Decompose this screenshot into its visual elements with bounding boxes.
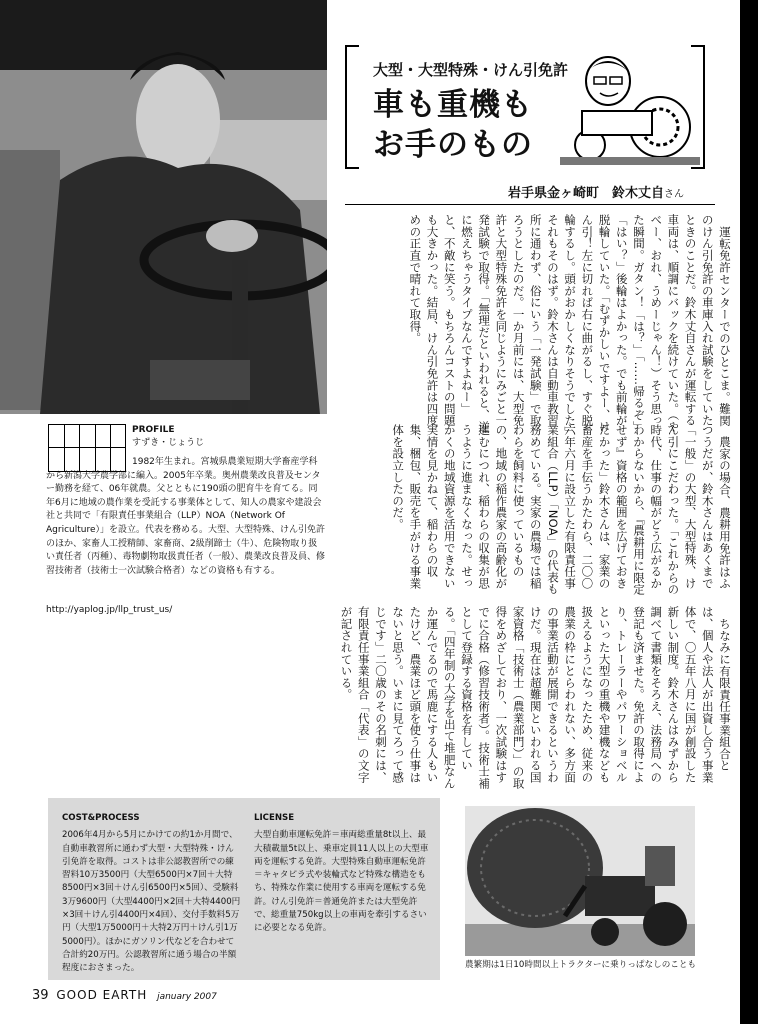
profile-label: PROFILE (132, 425, 175, 435)
byline-divider (345, 204, 715, 205)
cost-process-title: COST&PROCESS (62, 813, 140, 823)
headline-line-2: お手のもの (373, 127, 533, 163)
headline-line-1: 車も重機も (373, 87, 533, 123)
page-number: 39 (32, 988, 49, 1003)
license-title: LICENSE (254, 813, 295, 823)
byline (508, 182, 684, 201)
body-column-1 (333, 214, 733, 436)
body-text-3: ちなみに有限責任事業組合とは、個人や法人が出資し合う事業体で、〇五年八月に国が創設した新しい制度。鈴木さんはみずから調べて書類をそろえ、法務局への登記も済ませた。免許の取得により、トレーラーやパワーショベルといった大型の重機や建機なども扱えるようになったため、従来の農業の枠にとらわれない、多方面の事業活動が展開できるというわけだ。現在は超難関といわれる国家資格「技術士（農業部門）」の取得をめざしており、一次試験はすでに合格（修習技術者）。技術士補として登録する資格を有している。「四年制の大学を出て堆肥なんか運んでるので馬鹿にする人もいたけど、農業ほど頭を使う仕事はないと思う。いまに見てろって感じです」二〇歳のその名刺には、有限責任事業組合「代表」の文字が記されている。 (339, 606, 732, 790)
magazine-name: GOOD EARTH (56, 988, 148, 1002)
issue-date: january 2007 (157, 992, 217, 1002)
title-block (345, 45, 705, 165)
cartoon-tractor-illustration (560, 53, 700, 165)
photo-caption: 農繁期は1日10時間以上トラクターに乗りっぱなしのことも (465, 960, 697, 970)
body-text-2: 農家の場合、農耕用免許はふつうだが、鈴木さんはあくまで「一般」の大型、大型特殊、けん引にこだわった。「これからの時代、仕事の幅がどう広がるかわからないから、『農耕用に限定せず』資格の範囲を広げておきたかった」鈴木さんは、家業の畜産を手伝うかたわら、二〇〇六年六月に設立した有限責任事業組合（LLP）「NOA」の代表も務めている。実家の農場では稲わらを飼料に使っているものの、地域の稲作農家の高齢化が進むにつれ、稲わらの収集が思うように進まなくなった。せっかくの地域資源を活用できない実情を見かねて、稲わらの収集、梱包、販売を手がける事業体を設立したのだ。 (391, 424, 732, 596)
byline-name: 岩手県金ヶ崎町 鈴木丈自 (508, 186, 665, 201)
profile-url-link[interactable]: http://yaplog.jp/llp_trust_us/ (46, 605, 173, 615)
profile-text: 1982年生まれ。宮城県農業短期大学畜産学科から新潟大学農学部に編入。2005年卒業。奥州農業改良普及センター勤務を経て、06年就農。父とともに190頭の肥育牛を育てる。同年6月に地域の農作業を受託する事業体として、知人の農家や建設会社と共同で「有限責任事業組合（LLP）NOA（Network Of Agriculture）」を設立。代表を務める。大型、大型特殊、けん引免許のほか、家畜人工授精師、家畜商、2級削蹄士（牛）、危険物取り扱い責任者（丙種）、毒物劇物取扱責任者（一般）、農業改良普及員、修習技術者（技術士一次試験合格者）などの資格も有する。 (46, 457, 326, 576)
page-edge-bar (740, 0, 758, 1024)
cost-process-section (62, 812, 242, 976)
article-headline (373, 85, 533, 165)
profile-section (46, 420, 326, 620)
title-bracket-left (345, 45, 359, 169)
farmer-on-tractor-photo (0, 0, 327, 414)
page-footer (32, 988, 217, 1003)
byline-honorific: さん (664, 189, 685, 200)
profile-name-reading: すずき・じょうじ (132, 438, 205, 448)
tractor-hay-bale-photo (465, 806, 695, 956)
cost-license-box (48, 798, 440, 980)
body-text-1: 運転免許センターでのひとこま。難関のけん引免許の車庫入れ試験をしていたときのことだ。鈴木丈自さんが運転する車両は、順調にバックを続けていた。（やベー、おれ、うめーじゃん！）そう思った瞬間。ガタン！「は？」「……帰るぞ」「はい？」後輪はよかった。でも前輪が脱輪していた。「むずかしいですよー、けん引！左に切れば右に曲がるし、すぐ脱輪するし。頭がおかしくなりそうでした」それもそのはず。鈴木さんは自動車教習所に通わず、俗にいう「一発試験」で取ろうとしたのだ。一か月前には、大型免許と大型特殊免許を同じようにみごと一発試験で取得。「無理だといわれると、逆に燃えちゃうタイプなんですよねー」と、不敵に笑う。もちろんコストの問題も大きかった。結局、けん引免許は四度めの正直で晴れて取得。 (408, 214, 732, 433)
article-kicker: 大型・大型特殊・けん引免許 (373, 61, 569, 79)
license-section (254, 812, 434, 936)
cost-process-text: 2006年4月から5月にかけての約1か月間で、自動車教習所に通わず大型・大型特殊・けん引免許を取得。コストは非公認教習所での練習料10万3500円（大型6500円×7回＋大特8500円×3回＋けん引6500円×5回）、受験料3万9600円（大型4400円×2回＋大特4400円×3回＋けん引4400円×4回）、交付手数料5万円（大型1万5000円＋大特2万円＋けん引1万5000円）。ほかにガソリン代などを合わせて合計約20万円。公認教習所に通う場合の半額程度におさまった。 (62, 830, 241, 974)
body-column-2 (333, 424, 733, 596)
main-photo (0, 0, 327, 414)
hay-bale-photo (465, 806, 695, 956)
license-text: 大型自動車運転免許＝車両総重量8t以上、最大積載量5t以上、乗車定員11人以上の大型車両を運転する免許。大型特殊自動車運転免許＝キャタピラ式や装輪式など特殊な構造をもち、特殊な作業に使用する車両を運転する免許。けん引免許＝普通免許または大型免許で、総重量750kg以上の車両を牽引するさいに必要となる免許。 (254, 830, 429, 934)
body-column-3 (333, 606, 733, 791)
